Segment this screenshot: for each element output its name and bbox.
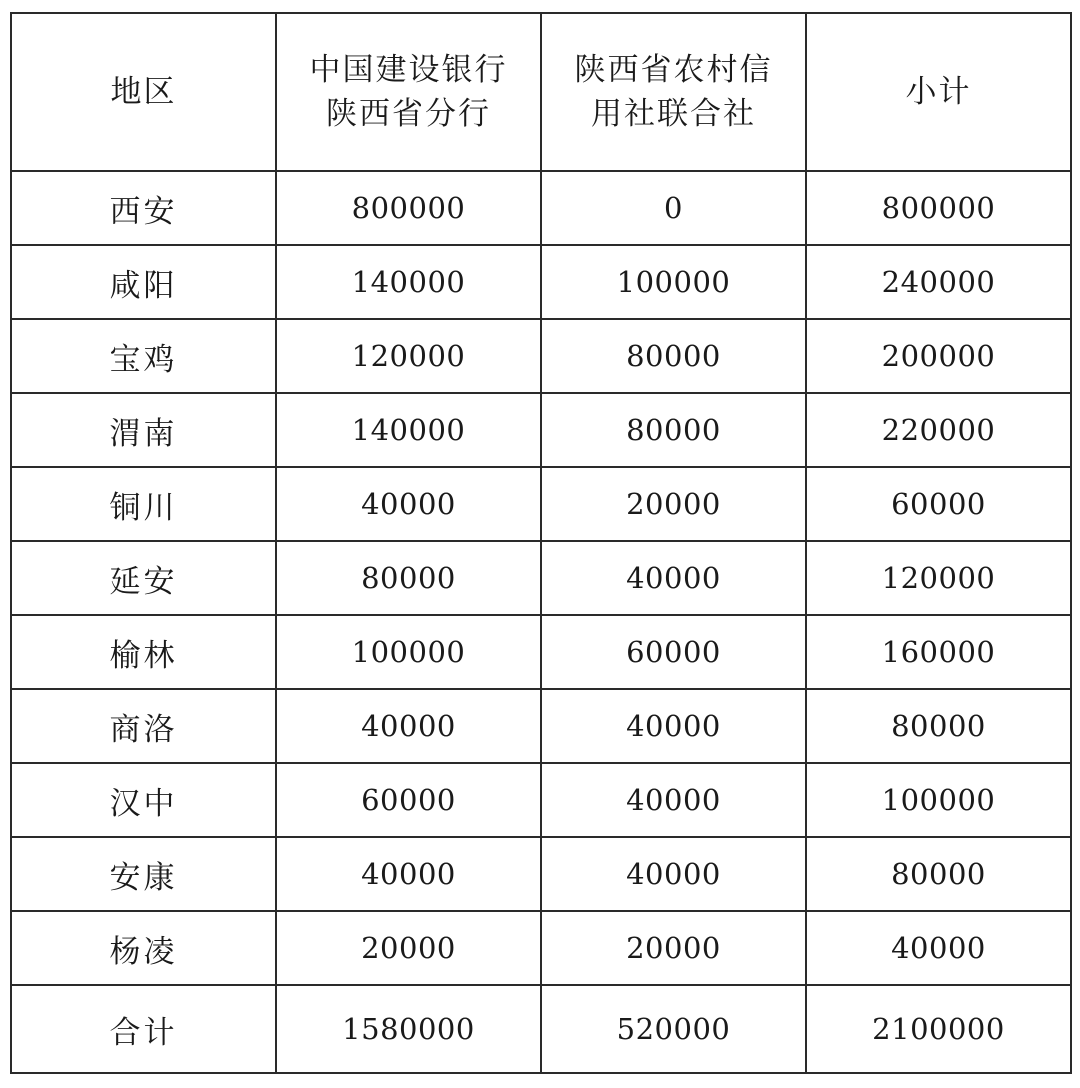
region-cell: 汉中 bbox=[11, 763, 276, 837]
total-ccb: 1580000 bbox=[276, 985, 541, 1073]
subtotal-cell: 200000 bbox=[806, 319, 1071, 393]
ccb-cell: 80000 bbox=[276, 541, 541, 615]
allocation-table bbox=[10, 12, 1072, 1074]
region-cell: 宝鸡 bbox=[11, 319, 276, 393]
rcc-cell: 100000 bbox=[541, 245, 806, 319]
region-cell: 榆林 bbox=[11, 615, 276, 689]
subtotal-cell: 60000 bbox=[806, 467, 1071, 541]
table-row bbox=[11, 911, 1071, 985]
ccb-cell: 40000 bbox=[276, 467, 541, 541]
region-cell: 杨凌 bbox=[11, 911, 276, 985]
ccb-cell: 40000 bbox=[276, 689, 541, 763]
ccb-cell: 140000 bbox=[276, 245, 541, 319]
rcc-cell: 40000 bbox=[541, 541, 806, 615]
table-row bbox=[11, 763, 1071, 837]
rcc-cell: 40000 bbox=[541, 689, 806, 763]
header-rcc bbox=[541, 13, 806, 171]
ccb-cell: 140000 bbox=[276, 393, 541, 467]
header-ccb bbox=[276, 13, 541, 171]
total-subtotal: 2100000 bbox=[806, 985, 1071, 1073]
header-ccb-line1: 中国建设银行 bbox=[309, 52, 508, 88]
subtotal-cell: 240000 bbox=[806, 245, 1071, 319]
header-rcc-line1: 陕西省农村信 bbox=[574, 52, 773, 88]
header-subtotal bbox=[806, 13, 1071, 171]
ccb-cell: 120000 bbox=[276, 319, 541, 393]
header-ccb-line2: 陕西省分行 bbox=[326, 96, 491, 132]
header-region-label: 地区 bbox=[110, 74, 177, 110]
rcc-cell: 60000 bbox=[541, 615, 806, 689]
ccb-cell: 40000 bbox=[276, 837, 541, 911]
ccb-cell: 100000 bbox=[276, 615, 541, 689]
total-rcc: 520000 bbox=[541, 985, 806, 1073]
region-cell: 西安 bbox=[11, 171, 276, 245]
region-cell: 安康 bbox=[11, 837, 276, 911]
table-row bbox=[11, 393, 1071, 467]
subtotal-cell: 160000 bbox=[806, 615, 1071, 689]
region-cell: 咸阳 bbox=[11, 245, 276, 319]
rcc-cell: 20000 bbox=[541, 911, 806, 985]
table-row bbox=[11, 171, 1071, 245]
region-cell: 延安 bbox=[11, 541, 276, 615]
header-rcc-line2: 用社联合社 bbox=[591, 96, 756, 132]
rcc-cell: 40000 bbox=[541, 837, 806, 911]
rcc-cell: 80000 bbox=[541, 393, 806, 467]
rcc-cell: 80000 bbox=[541, 319, 806, 393]
region-cell: 铜川 bbox=[11, 467, 276, 541]
subtotal-cell: 100000 bbox=[806, 763, 1071, 837]
table-row bbox=[11, 319, 1071, 393]
region-cell: 渭南 bbox=[11, 393, 276, 467]
table-row bbox=[11, 245, 1071, 319]
subtotal-cell: 220000 bbox=[806, 393, 1071, 467]
table-row bbox=[11, 837, 1071, 911]
ccb-cell: 800000 bbox=[276, 171, 541, 245]
subtotal-cell: 80000 bbox=[806, 837, 1071, 911]
ccb-cell: 60000 bbox=[276, 763, 541, 837]
total-row bbox=[11, 985, 1071, 1073]
table-row bbox=[11, 467, 1071, 541]
ccb-cell: 20000 bbox=[276, 911, 541, 985]
rcc-cell: 20000 bbox=[541, 467, 806, 541]
table-row bbox=[11, 541, 1071, 615]
header-subtotal-label: 小计 bbox=[905, 74, 972, 110]
rcc-cell: 40000 bbox=[541, 763, 806, 837]
table-row bbox=[11, 615, 1071, 689]
subtotal-cell: 120000 bbox=[806, 541, 1071, 615]
header-region bbox=[11, 13, 276, 171]
subtotal-cell: 80000 bbox=[806, 689, 1071, 763]
subtotal-cell: 800000 bbox=[806, 171, 1071, 245]
table-row bbox=[11, 689, 1071, 763]
total-label: 合计 bbox=[11, 985, 276, 1073]
header-row bbox=[11, 13, 1071, 171]
rcc-cell: 0 bbox=[541, 171, 806, 245]
subtotal-cell: 40000 bbox=[806, 911, 1071, 985]
region-cell: 商洛 bbox=[11, 689, 276, 763]
